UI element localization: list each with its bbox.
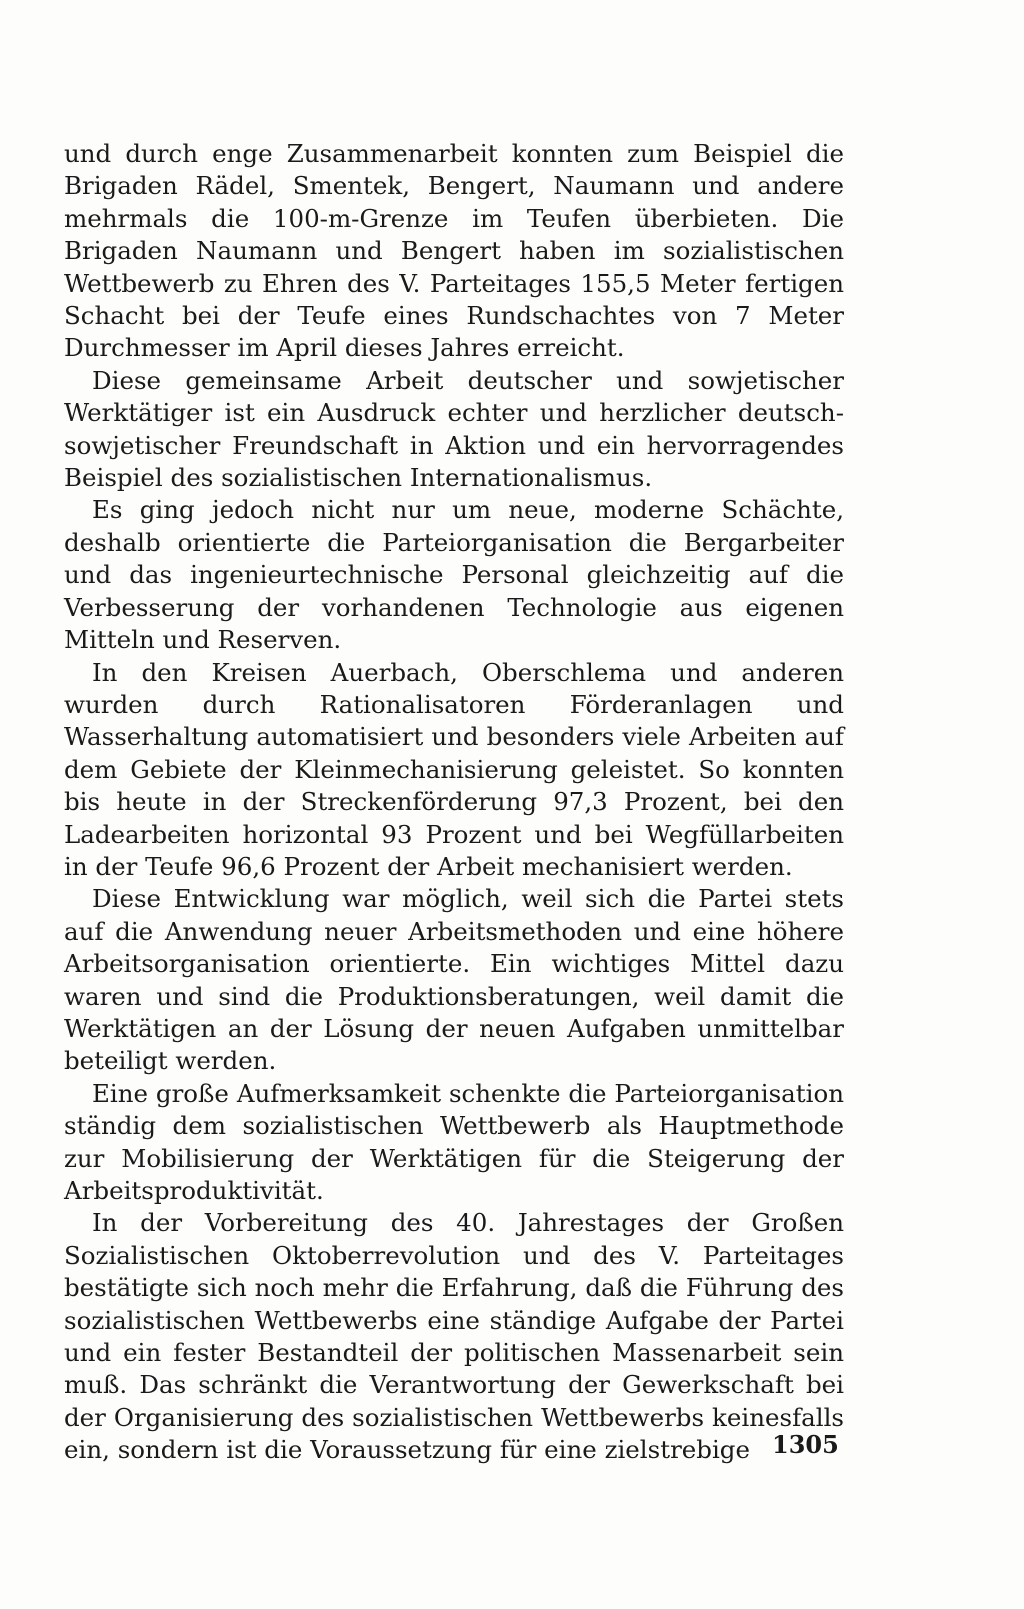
paragraph-4: In den Kreisen Auerbach, Oberschlema und anderen wurden durch Rationalisatoren Förderanlagen und Wasserhaltung automatisiert und besonders viele Arbeiten auf dem Gebiete der Kleinmechanisierung geleistet. So konnten bis heute in der Streckenförderung 97,3 Prozent, bei den Ladearbeiten horizontal 93 Prozent und bei Wegfüllarbeiten in der Teufe 96,6 Prozent der Arbeit mechanisiert werden. xyxy=(64,657,844,881)
page-number: 1305 xyxy=(772,1430,839,1459)
paragraph-3: Es ging jedoch nicht nur um neue, moderne Schächte, deshalb orientierte die Parteiorganisation die Bergarbeiter und das ingenieurtechnische Personal gleichzeitig auf die Verbesserung der vorhandenen Technologie aus eigenen Mitteln und Reserven. xyxy=(64,495,844,655)
paragraph-1: und durch enge Zusammenarbeit konnten zum Beispiel die Brigaden Rädel, Smentek, Bengert, Naumann und andere mehrmals die 100-m-Grenze im Teufen überbieten. Die Brigaden Naumann und Bengert haben im sozialistischen Wettbewerb zu Ehren des V. Parteitages 155,5 Meter fertigen Schacht bei der Teufe eines Rundschachtes von 7 Meter Durchmesser im April dieses Jahres erreicht. xyxy=(64,139,844,363)
paragraph-6: Eine große Aufmerksamkeit schenkte die Parteiorganisation ständig dem sozialistischen Wettbewerb als Hauptmethode zur Mobilisierung der Werktätigen für die Steigerung der Arbeitsproduktivität. xyxy=(64,1078,844,1205)
paragraph-2: Diese gemeinsame Arbeit deutscher und sowjetischer Werktätiger ist ein Ausdruck echter und herzlicher deutsch-sowjetischer Freundschaft in Aktion und ein hervorragendes Beispiel des sozialistischen Internationalismus. xyxy=(64,365,844,493)
paragraph-7: In der Vorbereitung des 40. Jahrestages der Großen Sozialistischen Oktoberrevolution und des V. Parteitages bestätigte sich noch mehr die Erfahrung, daß die Führung des sozialistischen Wettbewerbs eine ständige Aufgabe der Partei und ein fester Bestandteil der politischen Massenarbeit sein muß. Das schränkt die Verantwortung der Gewerkschaft bei der Organisierung des sozialistischen Wettbewerbs keinesfalls ein, sondern ist die Voraussetzung für eine zielstrebige xyxy=(64,1208,844,1465)
paragraph-5: Diese Entwicklung war möglich, weil sich die Partei stets auf die Anwendung neuer Arbeitsmethoden und eine höhere Arbeitsorganisation orientierte. Ein wichtiges Mittel dazu waren und sind die Produktionsberatungen, weil damit die Werktätigen an der Lösung der neuen Aufgaben unmittelbar beteiligt werden. xyxy=(64,884,844,1076)
body-text xyxy=(64,138,844,1467)
